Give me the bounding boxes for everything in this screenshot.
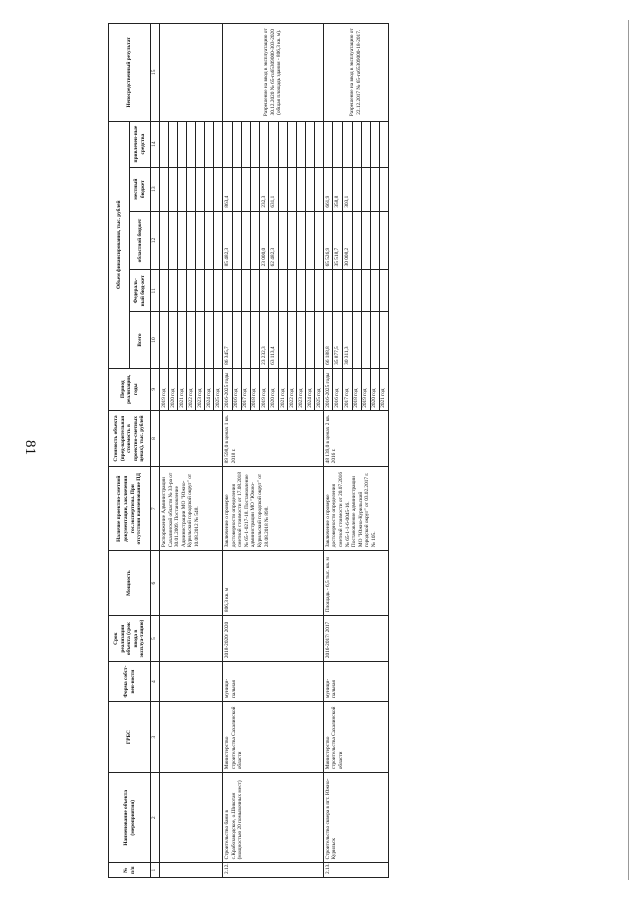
cell-federal — [214, 270, 223, 312]
column-number: 11 — [151, 270, 160, 312]
cell-docs: Распоряжение Администрации Сахалинской области № 33-ра от 30.01.2009. Постановление Администрации МО "Южно-Курильский городской округ" от 10.08.2012 № 548. — [160, 467, 223, 551]
cell-attracted — [196, 121, 205, 167]
cell-federal — [343, 270, 353, 312]
cell-regional: 23 000,0 — [259, 211, 269, 270]
cell-total: 23 232,3 — [259, 312, 269, 369]
cell-regional — [278, 211, 287, 270]
cell-local — [214, 167, 223, 211]
cell-term: 2016-2017/ 2017 — [323, 616, 388, 662]
cell-cost: 89 598,0 в ценах 1 кв. 2018 г. — [223, 410, 324, 467]
cell-cost — [160, 410, 223, 467]
cell-federal — [278, 270, 287, 312]
table-row — [323, 24, 333, 878]
cell-federal — [370, 270, 379, 312]
cell-docs: Заключение о проверке достоверности определения сметной стоимости от 17.08.2018 № 65-1-0217-18. Постановление администрации МО "Южно-Курильский городской округ" от 28.08.2018 № 898. — [223, 467, 324, 551]
cell-attracted — [214, 121, 223, 167]
cell-year: 2016 год — [333, 368, 343, 410]
cell-regional — [250, 211, 259, 270]
cell-total — [352, 312, 361, 369]
column-number: 6 — [151, 551, 160, 616]
cell-total — [370, 312, 379, 369]
header-result: Непосредственный результат — [109, 24, 151, 122]
cell-federal — [269, 270, 279, 312]
column-number: 3 — [151, 701, 160, 772]
cell-year: 2019 год — [160, 368, 169, 410]
cell-federal — [250, 270, 259, 312]
cell-attracted — [361, 121, 370, 167]
cell-total — [241, 312, 250, 369]
cell-federal — [333, 270, 343, 312]
cell-federal — [160, 270, 169, 312]
header-grbs: ГРБС — [109, 701, 151, 772]
cell-attracted — [205, 121, 214, 167]
column-number: 4 — [151, 662, 160, 702]
cell-regional — [287, 211, 296, 270]
cell-result: Разрешение на ввод в эксплуатацию от 30.12.2020 № 65-ru65309000-303-2020 (общая площадь здания - 806,3 кв. м). — [223, 24, 324, 122]
cell-regional — [241, 211, 250, 270]
cell-local — [305, 167, 314, 211]
cell-year: 2024 год — [205, 368, 214, 410]
cell-total — [232, 312, 241, 369]
cell-regional: 62 482,3 — [269, 211, 279, 270]
cell-year: 2017 год — [343, 368, 353, 410]
cell-year: 2018 год — [250, 368, 259, 410]
scan-edge-line — [628, 20, 629, 880]
cell-local — [314, 167, 323, 211]
cell-year: 2019 год — [259, 368, 269, 410]
table-body — [160, 24, 389, 878]
cell-federal — [178, 270, 187, 312]
cell-total — [196, 312, 205, 369]
column-number: 9 — [151, 368, 160, 410]
header-federal: Федераль-ный бюд-жет — [130, 270, 151, 312]
cell-attracted — [323, 121, 333, 167]
cell-regional: 35 518,7 — [333, 211, 343, 270]
cell-ownership: муници-пальная — [323, 662, 388, 702]
cell-regional — [232, 211, 241, 270]
table-row — [160, 24, 169, 878]
cell-regional — [352, 211, 361, 270]
cell-attracted — [333, 121, 343, 167]
cell-total: 35 877,5 — [333, 312, 343, 369]
cell-total — [250, 312, 259, 369]
cell-capacity: 806,3 кв. м — [223, 551, 324, 616]
cell-regional — [196, 211, 205, 270]
cell-regional — [214, 211, 223, 270]
header-no: № п/п — [109, 863, 151, 878]
cell-grbs: Министерство строительства Сахалинской области — [323, 701, 388, 772]
column-number-row — [151, 24, 160, 878]
cell-local: 631,1 — [269, 167, 279, 211]
cell-regional: 65 526,9 — [323, 211, 333, 270]
cell-year: 2019 год — [361, 368, 370, 410]
cell-regional — [370, 211, 379, 270]
cell-total — [287, 312, 296, 369]
cell-attracted — [259, 121, 269, 167]
cell-local — [205, 167, 214, 211]
cell-total — [169, 312, 178, 369]
column-number: 1 — [151, 863, 160, 878]
cell-name: Строительство сквера в пгт. Южно-Курильск — [323, 773, 388, 863]
cell-total — [214, 312, 223, 369]
cell-total — [305, 312, 314, 369]
cell-year: 2024 год — [305, 368, 314, 410]
cell-year: 2016-2025 годы — [323, 368, 333, 410]
page-number: 81 — [22, 440, 38, 455]
cell-year: 2023 год — [296, 368, 305, 410]
cell-federal — [241, 270, 250, 312]
header-period: Период реализации, годы — [109, 368, 151, 410]
cell-regional — [314, 211, 323, 270]
cell-federal — [205, 270, 214, 312]
cell-ownership — [160, 662, 223, 702]
cell-local — [232, 167, 241, 211]
cell-cost: 48 139,0 в ценах 2 кв. 2016 г. — [323, 410, 388, 467]
cell-ownership: муници-пальная — [223, 662, 324, 702]
cell-year: 2018 год — [352, 368, 361, 410]
cell-attracted — [269, 121, 279, 167]
cell-docs: Заключение о проверке достоверности определения сметной стоимости от 20.07.2016 № 65-1-1-6-0045-16. Постановление администрации МО "Южно-Курильский городской округ" от 03.02.2017 г. № 105. — [323, 467, 388, 551]
cell-attracted — [160, 121, 169, 167]
header-regional: областной бюджет — [130, 211, 151, 270]
cell-total — [278, 312, 287, 369]
cell-local — [352, 167, 361, 211]
cell-year: 2020 год — [169, 368, 178, 410]
column-number: 2 — [151, 773, 160, 863]
cell-attracted — [343, 121, 353, 167]
rotated-table-container — [108, 23, 613, 878]
cell-federal — [187, 270, 196, 312]
cell-name: Строительство бани в с.Крабозаводское, о.Шикотан (мощностью 20 помывочных мест) — [223, 773, 324, 863]
header-attracted: привлечен-ные средства — [130, 121, 151, 167]
cell-local — [241, 167, 250, 211]
cell-attracted — [178, 121, 187, 167]
cell-total — [205, 312, 214, 369]
cell-regional — [160, 211, 169, 270]
header-funding: Объем финансирования, тыс. рублей — [109, 121, 130, 368]
column-number: 15 — [151, 24, 160, 122]
cell-local: 863,4 — [223, 167, 233, 211]
cell-regional — [305, 211, 314, 270]
cell-no: 2.12. — [223, 863, 324, 878]
table-row — [223, 24, 233, 878]
cell-year: 2023 год — [196, 368, 205, 410]
cell-year: 2017 год — [241, 368, 250, 410]
cell-local: 358,8 — [333, 167, 343, 211]
cell-regional — [361, 211, 370, 270]
cell-attracted — [241, 121, 250, 167]
cell-local: 303,1 — [343, 167, 353, 211]
cell-local — [361, 167, 370, 211]
cell-result — [160, 24, 223, 122]
cell-local — [169, 167, 178, 211]
cell-no: 2.13. — [323, 863, 388, 878]
cell-attracted — [187, 121, 196, 167]
cell-total — [296, 312, 305, 369]
column-number: 7 — [151, 467, 160, 551]
cell-local — [370, 167, 379, 211]
column-number: 5 — [151, 616, 160, 662]
header-local: местный бюджет — [130, 167, 151, 211]
cell-federal — [352, 270, 361, 312]
cell-total: 30 311,3 — [343, 312, 353, 369]
cell-year: 2021 год — [178, 368, 187, 410]
column-number: 12 — [151, 211, 160, 270]
cell-total — [379, 312, 388, 369]
cell-federal — [232, 270, 241, 312]
cell-local — [196, 167, 205, 211]
cell-name — [160, 773, 223, 863]
cell-local: 232,3 — [259, 167, 269, 211]
cell-local — [250, 167, 259, 211]
cell-year: 2021 год — [278, 368, 287, 410]
cell-local — [187, 167, 196, 211]
cell-regional — [296, 211, 305, 270]
column-number: 13 — [151, 167, 160, 211]
header-docs: Наличие проектно-сметной документации, заключения гос.экспертизы. При отсутствии наименование ПД — [109, 467, 151, 551]
cell-local: 661,9 — [323, 167, 333, 211]
cell-local — [379, 167, 388, 211]
column-number: 14 — [151, 121, 160, 167]
header-total: Всего — [130, 312, 151, 369]
cell-grbs — [160, 701, 223, 772]
cell-federal — [169, 270, 178, 312]
cell-attracted — [250, 121, 259, 167]
financing-table — [108, 23, 389, 878]
cell-term — [160, 616, 223, 662]
cell-local — [278, 167, 287, 211]
cell-regional — [379, 211, 388, 270]
cell-attracted — [352, 121, 361, 167]
cell-total — [178, 312, 187, 369]
cell-total — [160, 312, 169, 369]
cell-grbs: Министерство строительства Сахалинской области — [223, 701, 324, 772]
cell-total — [314, 312, 323, 369]
cell-local — [160, 167, 169, 211]
cell-total — [361, 312, 370, 369]
cell-capacity — [160, 551, 223, 616]
cell-regional — [169, 211, 178, 270]
cell-attracted — [296, 121, 305, 167]
cell-year: 2022 год — [187, 368, 196, 410]
cell-attracted — [223, 121, 233, 167]
cell-total: 66 188,8 — [323, 312, 333, 369]
cell-regional: 85 482,3 — [223, 211, 233, 270]
cell-federal — [305, 270, 314, 312]
cell-attracted — [314, 121, 323, 167]
cell-attracted — [169, 121, 178, 167]
cell-federal — [259, 270, 269, 312]
cell-attracted — [232, 121, 241, 167]
cell-attracted — [379, 121, 388, 167]
cell-regional — [187, 211, 196, 270]
cell-regional: 30 008,2 — [343, 211, 353, 270]
cell-local — [178, 167, 187, 211]
cell-year: 2020 год — [269, 368, 279, 410]
header-ownership: Форма собст-вен-ности — [109, 662, 151, 702]
cell-local — [287, 167, 296, 211]
header-cost: Стоимость объекта (пред-варительная стоимость в проектно-сметных ценах), тыс. рублей — [109, 410, 151, 467]
cell-result: Разрешение на ввод в эксплуатацию от 22.12.2017 № 65-ru65309000-18-2017. — [323, 24, 388, 122]
cell-term: 2018-2020/ 2020 — [223, 616, 324, 662]
cell-year: 2025 год — [314, 368, 323, 410]
cell-year: 2020 год — [370, 368, 379, 410]
cell-federal — [379, 270, 388, 312]
header-name: Наименование объекта (мероприятия) — [109, 773, 151, 863]
cell-attracted — [370, 121, 379, 167]
cell-federal — [296, 270, 305, 312]
header-capacity: Мощность — [109, 551, 151, 616]
cell-attracted — [305, 121, 314, 167]
cell-federal — [287, 270, 296, 312]
cell-federal — [323, 270, 333, 312]
cell-year: 2016-2025 годы — [223, 368, 233, 410]
cell-regional — [205, 211, 214, 270]
cell-year: 2025 год — [214, 368, 223, 410]
cell-federal — [314, 270, 323, 312]
cell-attracted — [278, 121, 287, 167]
cell-local — [296, 167, 305, 211]
cell-capacity: Площадь - 6,5 тыс. кв. м — [323, 551, 388, 616]
cell-federal — [361, 270, 370, 312]
cell-year: 2021 год — [379, 368, 388, 410]
cell-total — [187, 312, 196, 369]
cell-year: 2016 год — [232, 368, 241, 410]
header-term: Срок реализации объекта (срок ввода в эксплуа-тацию) — [109, 616, 151, 662]
cell-federal — [223, 270, 233, 312]
cell-federal — [196, 270, 205, 312]
cell-regional — [178, 211, 187, 270]
cell-attracted — [287, 121, 296, 167]
cell-total: 63 113,4 — [269, 312, 279, 369]
cell-no — [160, 863, 223, 878]
cell-year: 2022 год — [287, 368, 296, 410]
cell-total: 86 345,7 — [223, 312, 233, 369]
column-number: 8 — [151, 410, 160, 467]
column-number: 10 — [151, 312, 160, 369]
